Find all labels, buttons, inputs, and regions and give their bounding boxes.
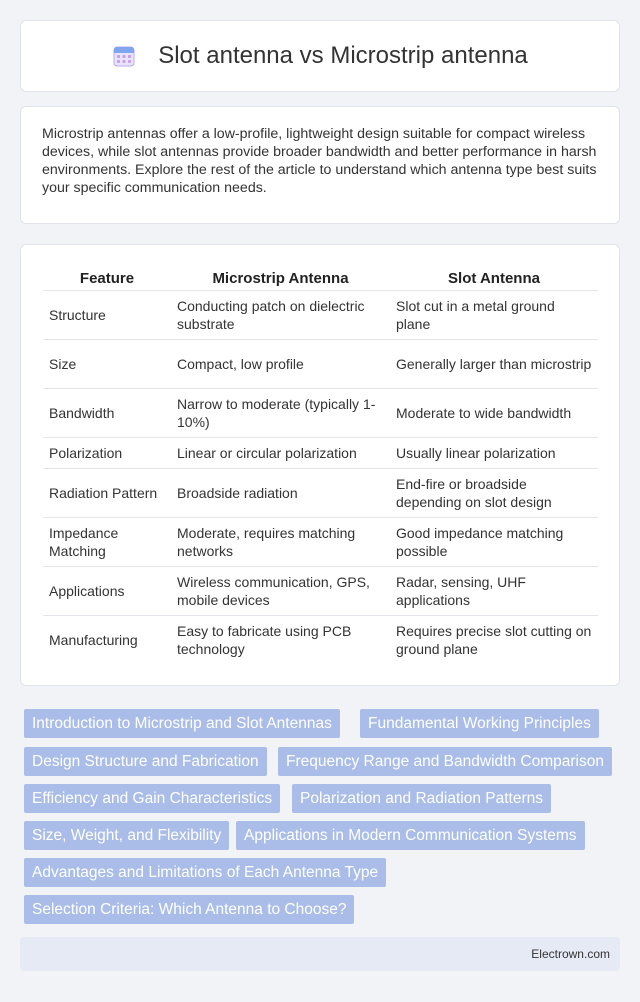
- table-cell-microstrip: Easy to fabricate using PCB technology: [171, 616, 390, 665]
- table-cell-feature: Applications: [43, 567, 171, 616]
- table-cell-feature: Structure: [43, 291, 171, 340]
- table-cell-microstrip: Broadside radiation: [171, 469, 390, 518]
- comparison-table-card: [20, 244, 620, 686]
- footer-site-name: Electrown.com: [531, 947, 610, 961]
- table-header-microstrip: Microstrip Antenna: [212, 270, 349, 287]
- table-row: [43, 567, 598, 616]
- title-card: [20, 20, 620, 92]
- table-cell-microstrip: Conducting patch on dielectric substrate: [171, 291, 390, 340]
- table-row: [43, 518, 598, 567]
- table-cell-microstrip: Narrow to moderate (typically 1-10%): [171, 389, 390, 438]
- intro-card: [20, 106, 620, 224]
- table-cell-feature: Impedance Matching: [43, 518, 171, 567]
- table-row: [43, 616, 598, 665]
- page-title: Slot antenna vs Microstrip antenna: [158, 42, 528, 69]
- table-row: [43, 469, 598, 518]
- table-cell-slot: Radar, sensing, UHF applications: [390, 567, 598, 616]
- topic-link-polarization-radiation[interactable]: Polarization and Radiation Patterns: [292, 784, 551, 813]
- table-cell-microstrip: Compact, low profile: [171, 340, 390, 389]
- table-cell-slot: Requires precise slot cutting on ground plane: [390, 616, 598, 665]
- table-row: [43, 291, 598, 340]
- table-cell-slot: Good impedance matching possible: [390, 518, 598, 567]
- table-cell-slot: Generally larger than microstrip: [390, 340, 598, 389]
- table-cell-feature: Radiation Pattern: [43, 469, 171, 518]
- table-cell-slot: Slot cut in a metal ground plane: [390, 291, 598, 340]
- table-cell-feature: Manufacturing: [43, 616, 171, 665]
- topic-link-working-principles[interactable]: Fundamental Working Principles: [360, 709, 599, 738]
- topic-link-selection-criteria[interactable]: Selection Criteria: Which Antenna to Choose?: [24, 895, 354, 924]
- table-row: [43, 340, 598, 389]
- topic-link-efficiency-gain[interactable]: Efficiency and Gain Characteristics: [24, 784, 280, 813]
- topic-link-size-weight[interactable]: Size, Weight, and Flexibility: [24, 821, 229, 850]
- topic-link-frequency-bandwidth[interactable]: Frequency Range and Bandwidth Comparison: [278, 747, 612, 776]
- topic-link-introduction[interactable]: Introduction to Microstrip and Slot Antennas: [24, 709, 340, 738]
- footer: [20, 937, 620, 971]
- comparison-table: [43, 266, 598, 665]
- intro-text: Microstrip antennas offer a low-profile, lightweight design suitable for compact wireless devices, while slot antennas provide broader bandwidth and better performance in harsh environments. Explore the rest of the article to understand which antenna type best suits your specific communication needs.: [42, 126, 597, 196]
- table-row: [43, 389, 598, 438]
- table-cell-microstrip: Wireless communication, GPS, mobile devices: [171, 567, 390, 616]
- table-cell-slot: End-fire or broadside depending on slot design: [390, 469, 598, 518]
- table-cell-feature: Size: [43, 340, 171, 389]
- table-row: [43, 438, 598, 469]
- table-header-feature: Feature: [79, 270, 135, 287]
- table-cell-feature: Bandwidth: [43, 389, 171, 438]
- table-header-row: [43, 266, 598, 291]
- table-cell-slot: Usually linear polarization: [390, 438, 598, 469]
- table-header-slot: Slot Antenna: [448, 270, 540, 287]
- calendar-icon: [112, 44, 136, 68]
- topic-link-advantages-limitations[interactable]: Advantages and Limitations of Each Antenna Type: [24, 858, 386, 887]
- table-cell-slot: Moderate to wide bandwidth: [390, 389, 598, 438]
- topic-link-applications[interactable]: Applications in Modern Communication Systems: [236, 821, 585, 850]
- table-cell-feature: Polarization: [43, 438, 171, 469]
- table-cell-microstrip: Moderate, requires matching networks: [171, 518, 390, 567]
- topic-link-design-structure[interactable]: Design Structure and Fabrication: [24, 747, 267, 776]
- table-cell-microstrip: Linear or circular polarization: [171, 438, 390, 469]
